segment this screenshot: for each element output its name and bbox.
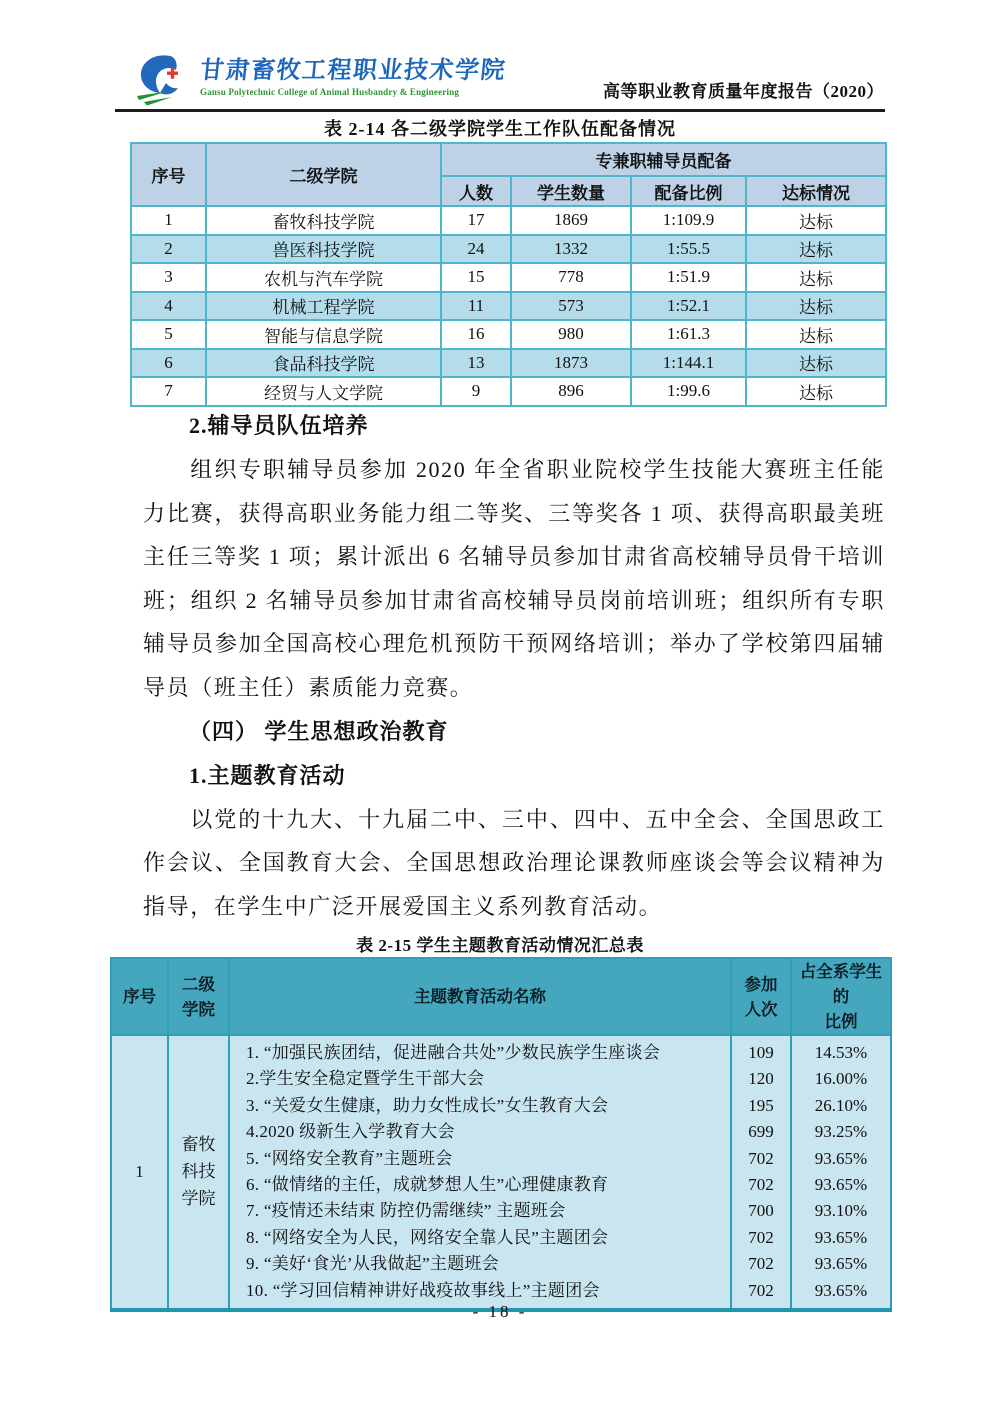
footer-page-number: - 18 - (472, 1302, 528, 1321)
header-divider (115, 109, 885, 112)
activity-name: 4.2020 级新生入学教育大会 (246, 1122, 455, 1142)
t14-cell-count: 11 (441, 292, 511, 321)
t14-cell-count: 17 (441, 206, 511, 235)
ratio-percent: 26.10% (814, 1095, 868, 1115)
paragraph-theme-activity: 以党的十九大、十九届二中、三中、四中、五中全会、全国思政工作会议、全国教育大会、全国思想政治理论课教师座谈会等会议精神为指导，在学生中广泛开展爱国主义系列教育活动。 (143, 806, 885, 919)
t15-col-activity (229, 958, 731, 1035)
college-name-english: Gansu Polytechnic College of Animal Husbandry & Engineering (200, 87, 460, 97)
t14-cell-count: 9 (441, 377, 511, 406)
ratio-percent: 93.10% (814, 1201, 868, 1221)
t15-group-college (168, 1035, 229, 1310)
page-header-logo (136, 54, 506, 106)
participant-count: 700 (748, 1201, 774, 1221)
t14-cell-students: 778 (511, 263, 631, 292)
t14-cell-ratio: 1:144.1 (631, 349, 746, 378)
participant-count: 702 (748, 1254, 774, 1274)
t14-cell-college: 机械工程学院 (206, 292, 441, 321)
t15-ratio-cell (791, 1035, 891, 1310)
t14-cell-college: 食品科技学院 (206, 349, 441, 378)
ratio-percent: 93.65% (814, 1280, 868, 1300)
college-logo-icon (136, 54, 192, 106)
t14-cell-count: 16 (441, 320, 511, 349)
t15-col-participants (731, 958, 791, 1035)
t14-cell-students: 1869 (511, 206, 631, 235)
t14-cell-students: 896 (511, 377, 631, 406)
ratio-percent: 93.65% (814, 1254, 868, 1274)
table-2-15 (110, 957, 892, 1312)
t15-header-row (111, 958, 891, 1035)
table-row (131, 206, 886, 235)
t14-cell-index: 3 (131, 263, 206, 292)
t15-group-row (111, 1035, 891, 1310)
college-name: 甘肃畜牧工程职业技术学院 (198, 58, 508, 84)
ratio-percent: 93.25% (814, 1122, 868, 1142)
participant-count: 109 (748, 1043, 774, 1062)
heading-theme-activity: 1.主题教育活动 (189, 762, 346, 788)
t14-cell-status: 达标 (746, 292, 886, 321)
t14-cell-index: 2 (131, 235, 206, 264)
table-row (131, 235, 886, 264)
t14-cell-college: 智能与信息学院 (206, 320, 441, 349)
heading-section4: （四） 学生思想政治教育 (189, 718, 449, 744)
t14-cell-count: 13 (441, 349, 511, 378)
t14-cell-status: 达标 (746, 320, 886, 349)
table-row (131, 320, 886, 349)
t15-activities-cell (229, 1035, 731, 1310)
t14-col-status: 达标情况 (746, 176, 886, 206)
t15-group-index: 1 (111, 1035, 168, 1310)
t14-cell-ratio: 1:52.1 (631, 292, 746, 321)
body-text (143, 404, 885, 928)
activity-name: 6. “做情绪的主任，成就梦想人生”心理健康教育 (246, 1174, 609, 1194)
t15-college-line: 学院 (181, 1189, 216, 1209)
table-2-14 (130, 142, 887, 407)
t14-cell-index: 7 (131, 377, 206, 406)
t15-col-college-line2: 学院 (182, 999, 215, 1019)
table-row (131, 377, 886, 406)
t15-col-ratio-line1: 占全系学生的 (799, 962, 883, 1006)
t14-header-row (131, 143, 886, 176)
t15-col-participants-line2: 人次 (744, 999, 778, 1019)
t14-cell-status: 达标 (746, 263, 886, 292)
participant-count: 702 (748, 1227, 774, 1247)
table-row (131, 263, 886, 292)
t14-cell-index: 5 (131, 320, 206, 349)
activity-name: 2.学生安全稳定暨学生干部大会 (246, 1069, 485, 1089)
college-name-block (200, 58, 506, 97)
t14-cell-college: 兽医科技学院 (206, 235, 441, 264)
report-title: 高等职业教育质量年度报告（2020） (603, 82, 884, 101)
t14-cell-students: 1873 (511, 349, 631, 378)
table-row (131, 349, 886, 378)
t14-cell-status: 达标 (746, 349, 886, 378)
table-row (131, 292, 886, 321)
t14-col-ratio: 配备比例 (631, 176, 746, 206)
t15-col-index (111, 958, 168, 1035)
t15-col-college-line1: 二级 (182, 974, 215, 994)
table-2-14-title: 表 2-14 各二级学院学生工作队伍配备情况 (324, 119, 676, 139)
activity-name: 8. “网络安全为人民，网络安全靠人民”主题团会 (246, 1227, 609, 1247)
participant-count: 702 (748, 1280, 774, 1300)
activity-name: 5. “网络安全教育”主题班会 (246, 1148, 453, 1168)
t14-cell-status: 达标 (746, 206, 886, 235)
ratio-percent: 93.65% (814, 1174, 868, 1194)
t14-cell-index: 6 (131, 349, 206, 378)
participant-count: 702 (748, 1174, 774, 1194)
ratio-percent: 16.00% (814, 1069, 868, 1089)
participant-count: 195 (748, 1095, 774, 1115)
t15-col-college (168, 958, 229, 1035)
t15-college-line: 科技 (181, 1162, 216, 1182)
t15-col-ratio-line2: 比例 (824, 1012, 858, 1031)
activity-name: 10. “学习回信精神讲好战疫故事线上”主题团会 (246, 1280, 600, 1300)
activity-name: 9. “美好‘食光’从我做起”主题班会 (246, 1254, 500, 1274)
participant-count: 702 (748, 1148, 774, 1168)
ratio-percent: 14.53% (814, 1043, 868, 1062)
participant-count: 699 (748, 1122, 774, 1142)
t14-col-students: 学生数量 (511, 176, 631, 206)
t14-cell-count: 15 (441, 263, 511, 292)
t14-cell-students: 980 (511, 320, 631, 349)
t14-cell-college: 经贸与人文学院 (206, 377, 441, 406)
t14-cell-students: 573 (511, 292, 631, 321)
t14-cell-ratio: 1:51.9 (631, 263, 746, 292)
activity-name: 7. “疫情还未结束 防控仍需继续” 主题班会 (246, 1201, 566, 1221)
heading-counselor-training: 2.辅导员队伍培养 (189, 413, 369, 438)
t14-col-college: 二级学院 (206, 143, 441, 206)
t15-participants-cell (731, 1035, 791, 1310)
activity-name: 1. “加强民族团结，促进融合共处”少数民族学生座谈会 (246, 1043, 661, 1062)
table-2-15-title: 表 2-15 学生主题教育活动情况汇总表 (356, 936, 644, 955)
t14-cell-status: 达标 (746, 377, 886, 406)
t14-cell-ratio: 1:55.5 (631, 235, 746, 264)
t14-cell-college: 畜牧科技学院 (206, 206, 441, 235)
t14-cell-ratio: 1:99.6 (631, 377, 746, 406)
t14-cell-index: 1 (131, 206, 206, 235)
t14-cell-college: 农机与汽车学院 (206, 263, 441, 292)
t14-cell-students: 1332 (511, 235, 631, 264)
t14-col-index: 序号 (131, 143, 206, 206)
t15-col-participants-line1: 参加 (744, 974, 778, 994)
ratio-percent: 93.65% (814, 1148, 868, 1168)
t14-cell-ratio: 1:61.3 (631, 320, 746, 349)
t15-col-ratio (791, 958, 891, 1035)
t14-cell-ratio: 1:109.9 (631, 206, 746, 235)
t15-col-index-label: 序号 (123, 987, 156, 1006)
paragraph-counselor-training: 组织专职辅导员参加 2020 年全省职业院校学生技能大赛班主任能力比赛，获得高职业务能力组二等奖、三等奖各 1 项、获得高职最美班主任三等奖 1 项；累计派出 6 名辅导员参加甘肃省高校辅导员骨干培训班；组织 2 名辅导员参加甘肃省高校辅导员岗前培训班；组织所有专职辅导员参加全国高校心理危机预防干预网络培训；举办了学校第四届辅导员（班主任）素质能力竞赛。 (143, 457, 885, 700)
t15-col-activity-label: 主题教育活动名称 (414, 987, 546, 1006)
t15-college-line: 畜牧 (181, 1135, 216, 1155)
t14-col-group: 专兼职辅导员配备 (441, 143, 886, 176)
t14-col-count: 人数 (441, 176, 511, 206)
t14-cell-status: 达标 (746, 235, 886, 264)
t14-cell-index: 4 (131, 292, 206, 321)
activity-name: 3. “关爱女生健康，助力女性成长”女生教育大会 (246, 1095, 609, 1115)
participant-count: 120 (748, 1069, 774, 1089)
t14-cell-count: 24 (441, 235, 511, 264)
ratio-percent: 93.65% (814, 1227, 868, 1247)
